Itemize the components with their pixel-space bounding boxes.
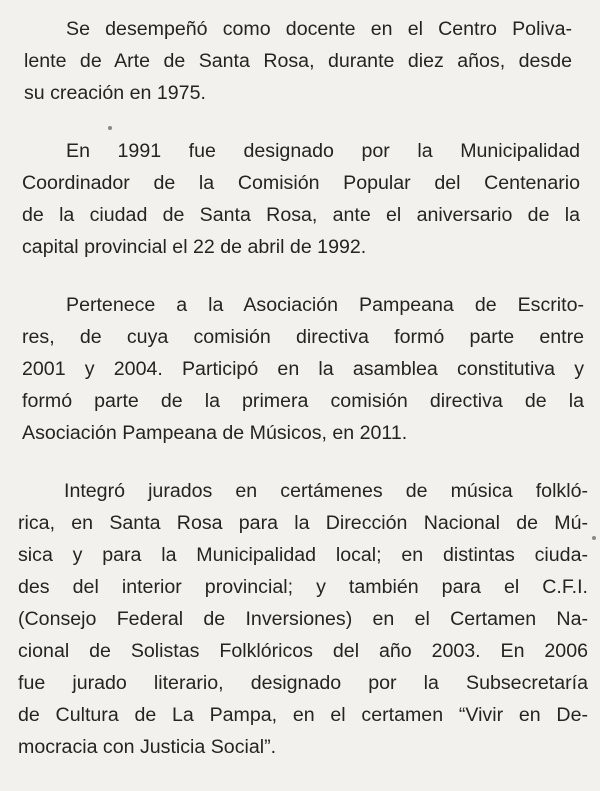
paragraph-4 bbox=[0, 475, 588, 763]
text-line: capital provincial el 22 de abril de 1992. bbox=[22, 236, 367, 258]
scan-speck bbox=[592, 536, 596, 540]
text-line: En 1991 fue designado por la Municipalidad bbox=[66, 140, 580, 162]
text-line: des del interior provincial; y también para el C.F.I. bbox=[18, 576, 588, 598]
text-line: sica y para la Municipalidad local; en distintas ciuda- bbox=[18, 544, 588, 566]
text-line: Se desempeñó como docente en el Centro Poliva- bbox=[66, 18, 572, 40]
text-line: mocracia con Justicia Social”. bbox=[18, 736, 277, 758]
text-line: cional de Solistas Folklóricos del año 2003. En 2006 bbox=[18, 640, 588, 662]
text-line: lente de Arte de Santa Rosa, durante diez años, desde bbox=[24, 50, 572, 72]
text-line: res, de cuya comisión directiva formó parte entre bbox=[22, 326, 584, 348]
text-line: Coordinador de la Comisión Popular del Centenario bbox=[22, 172, 580, 194]
text-line: Pertenece a la Asociación Pampeana de Escrito- bbox=[66, 294, 584, 316]
text-line: 2001 y 2004. Participó en la asamblea constitutiva y bbox=[22, 358, 584, 380]
text-line: formó parte de la primera comisión directiva de la bbox=[22, 390, 584, 412]
text-line: Integró jurados en certámenes de música folkló- bbox=[64, 480, 588, 502]
text-line: Asociación Pampeana de Músicos, en 2011. bbox=[22, 422, 408, 444]
text-line: (Consejo Federal de Inversiones) en el Certamen Na- bbox=[18, 608, 588, 630]
text-line: de Cultura de La Pampa, en el certamen “Vivir en De- bbox=[18, 704, 588, 726]
paragraph-3 bbox=[0, 289, 584, 449]
text-line: su creación en 1975. bbox=[24, 82, 206, 104]
text-line: rica, en Santa Rosa para la Dirección Nacional de Mú- bbox=[18, 512, 588, 534]
text-line: fue jurado literario, designado por la Subsecretaría bbox=[18, 672, 588, 694]
paragraph-1 bbox=[0, 13, 572, 109]
paragraph-2 bbox=[0, 135, 580, 263]
text-line: de la ciudad de Santa Rosa, ante el aniversario de la bbox=[22, 204, 580, 226]
scan-speck bbox=[108, 126, 112, 130]
